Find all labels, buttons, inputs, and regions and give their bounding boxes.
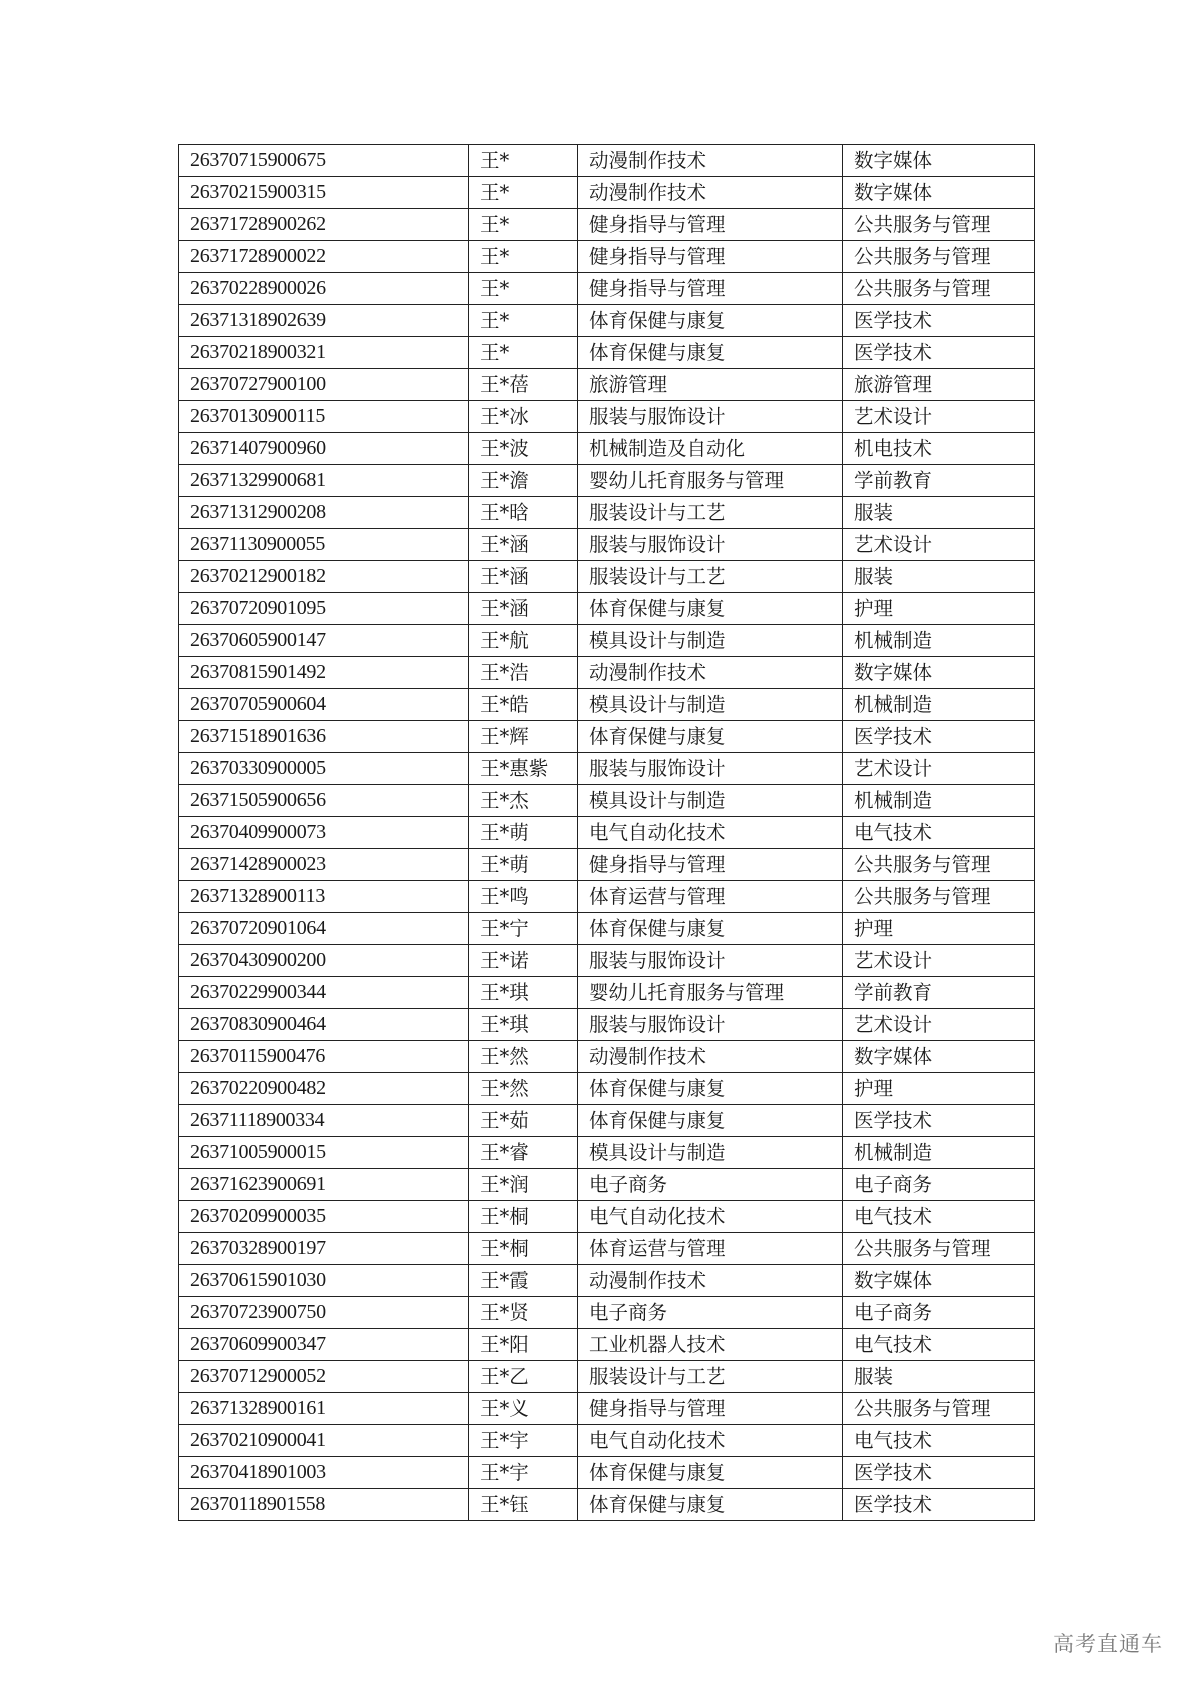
department-cell: 医学技术 (843, 1105, 1035, 1137)
table-row (179, 657, 1035, 689)
department-cell: 电气技术 (843, 1425, 1035, 1457)
table-row (179, 881, 1035, 913)
candidate-id-cell: 26370705900604 (179, 689, 469, 721)
major-cell: 模具设计与制造 (578, 785, 843, 817)
table-row (179, 689, 1035, 721)
student-name-cell: 王* (469, 337, 578, 369)
department-cell: 公共服务与管理 (843, 881, 1035, 913)
table-row (179, 913, 1035, 945)
department-cell: 艺术设计 (843, 753, 1035, 785)
admission-table (178, 144, 1035, 1521)
table-row (179, 465, 1035, 497)
table-row (179, 1425, 1035, 1457)
table-row (179, 817, 1035, 849)
table-row (179, 977, 1035, 1009)
department-cell: 电气技术 (843, 817, 1035, 849)
candidate-id-cell: 26370215900315 (179, 177, 469, 209)
table-row (179, 145, 1035, 177)
student-name-cell: 王* (469, 241, 578, 273)
candidate-id-cell: 26371505900656 (179, 785, 469, 817)
student-name-cell: 王*辉 (469, 721, 578, 753)
department-cell: 护理 (843, 593, 1035, 625)
student-name-cell: 王*桐 (469, 1201, 578, 1233)
student-name-cell: 王*桐 (469, 1233, 578, 1265)
candidate-id-cell: 26370609900347 (179, 1329, 469, 1361)
table-row (179, 849, 1035, 881)
department-cell: 电气技术 (843, 1201, 1035, 1233)
candidate-id-cell: 26370330900005 (179, 753, 469, 785)
department-cell: 医学技术 (843, 305, 1035, 337)
student-name-cell: 王*琪 (469, 977, 578, 1009)
major-cell: 服装设计与工艺 (578, 497, 843, 529)
major-cell: 电气自动化技术 (578, 1425, 843, 1457)
candidate-id-cell: 26371428900023 (179, 849, 469, 881)
major-cell: 服装与服饰设计 (578, 529, 843, 561)
major-cell: 电子商务 (578, 1297, 843, 1329)
major-cell: 健身指导与管理 (578, 273, 843, 305)
department-cell: 学前教育 (843, 465, 1035, 497)
student-name-cell: 王*鸣 (469, 881, 578, 913)
major-cell: 体育运营与管理 (578, 1233, 843, 1265)
student-name-cell: 王*浩 (469, 657, 578, 689)
department-cell: 艺术设计 (843, 401, 1035, 433)
candidate-id-cell: 26371328900161 (179, 1393, 469, 1425)
major-cell: 动漫制作技术 (578, 1041, 843, 1073)
table-row (179, 401, 1035, 433)
department-cell: 服装 (843, 1361, 1035, 1393)
candidate-id-cell: 26370830900464 (179, 1009, 469, 1041)
major-cell: 体育保健与康复 (578, 305, 843, 337)
candidate-id-cell: 26371407900960 (179, 433, 469, 465)
department-cell: 数字媒体 (843, 177, 1035, 209)
department-cell: 公共服务与管理 (843, 241, 1035, 273)
major-cell: 服装与服饰设计 (578, 753, 843, 785)
major-cell: 电气自动化技术 (578, 817, 843, 849)
student-name-cell: 王*钰 (469, 1489, 578, 1521)
major-cell: 动漫制作技术 (578, 657, 843, 689)
department-cell: 护理 (843, 1073, 1035, 1105)
candidate-id-cell: 26371728900022 (179, 241, 469, 273)
student-name-cell: 王*澹 (469, 465, 578, 497)
major-cell: 服装设计与工艺 (578, 561, 843, 593)
major-cell: 健身指导与管理 (578, 209, 843, 241)
student-name-cell: 王* (469, 177, 578, 209)
student-name-cell: 王*茹 (469, 1105, 578, 1137)
major-cell: 体育保健与康复 (578, 337, 843, 369)
major-cell: 体育保健与康复 (578, 721, 843, 753)
candidate-id-cell: 26370815901492 (179, 657, 469, 689)
candidate-id-cell: 26370229900344 (179, 977, 469, 1009)
table-row (179, 753, 1035, 785)
table-row (179, 433, 1035, 465)
table-row (179, 625, 1035, 657)
candidate-id-cell: 26370727900100 (179, 369, 469, 401)
table-row (179, 785, 1035, 817)
department-cell: 医学技术 (843, 1457, 1035, 1489)
student-name-cell: 王*惠紫 (469, 753, 578, 785)
table-row (179, 529, 1035, 561)
department-cell: 公共服务与管理 (843, 1393, 1035, 1425)
candidate-id-cell: 26370328900197 (179, 1233, 469, 1265)
major-cell: 体育运营与管理 (578, 881, 843, 913)
student-name-cell: 王*皓 (469, 689, 578, 721)
major-cell: 体育保健与康复 (578, 913, 843, 945)
student-name-cell: 王*蓓 (469, 369, 578, 401)
department-cell: 艺术设计 (843, 529, 1035, 561)
table-row (179, 1393, 1035, 1425)
department-cell: 数字媒体 (843, 1265, 1035, 1297)
major-cell: 机械制造及自动化 (578, 433, 843, 465)
table-body (179, 145, 1035, 1521)
candidate-id-cell: 26370712900052 (179, 1361, 469, 1393)
table-row (179, 273, 1035, 305)
major-cell: 服装与服饰设计 (578, 1009, 843, 1041)
major-cell: 动漫制作技术 (578, 145, 843, 177)
department-cell: 电子商务 (843, 1297, 1035, 1329)
table-row (179, 561, 1035, 593)
candidate-id-cell: 26370118901558 (179, 1489, 469, 1521)
department-cell: 公共服务与管理 (843, 209, 1035, 241)
major-cell: 体育保健与康复 (578, 1073, 843, 1105)
candidate-id-cell: 26371130900055 (179, 529, 469, 561)
student-name-cell: 王*阳 (469, 1329, 578, 1361)
candidate-id-cell: 26370615901030 (179, 1265, 469, 1297)
major-cell: 健身指导与管理 (578, 1393, 843, 1425)
major-cell: 服装与服饰设计 (578, 401, 843, 433)
student-name-cell: 王*萌 (469, 849, 578, 881)
student-name-cell: 王*诺 (469, 945, 578, 977)
student-name-cell: 王*琪 (469, 1009, 578, 1041)
major-cell: 旅游管理 (578, 369, 843, 401)
student-name-cell: 王*航 (469, 625, 578, 657)
candidate-id-cell: 26370115900476 (179, 1041, 469, 1073)
candidate-id-cell: 26370228900026 (179, 273, 469, 305)
table-row (179, 1009, 1035, 1041)
department-cell: 机械制造 (843, 785, 1035, 817)
student-name-cell: 王*霞 (469, 1265, 578, 1297)
candidate-id-cell: 26370209900035 (179, 1201, 469, 1233)
candidate-id-cell: 26370720901095 (179, 593, 469, 625)
candidate-id-cell: 26371328900113 (179, 881, 469, 913)
department-cell: 艺术设计 (843, 1009, 1035, 1041)
department-cell: 艺术设计 (843, 945, 1035, 977)
major-cell: 电气自动化技术 (578, 1201, 843, 1233)
table-row (179, 1137, 1035, 1169)
admission-list-page (178, 144, 1035, 1521)
department-cell: 服装 (843, 497, 1035, 529)
student-name-cell: 王*涵 (469, 561, 578, 593)
department-cell: 医学技术 (843, 721, 1035, 753)
candidate-id-cell: 26370723900750 (179, 1297, 469, 1329)
major-cell: 体育保健与康复 (578, 1105, 843, 1137)
table-row (179, 177, 1035, 209)
student-name-cell: 王* (469, 209, 578, 241)
candidate-id-cell: 26371118900334 (179, 1105, 469, 1137)
student-name-cell: 王* (469, 273, 578, 305)
department-cell: 电子商务 (843, 1169, 1035, 1201)
major-cell: 服装与服饰设计 (578, 945, 843, 977)
student-name-cell: 王*义 (469, 1393, 578, 1425)
student-name-cell: 王*萌 (469, 817, 578, 849)
candidate-id-cell: 26370218900321 (179, 337, 469, 369)
candidate-id-cell: 26370605900147 (179, 625, 469, 657)
candidate-id-cell: 26370418901003 (179, 1457, 469, 1489)
table-row (179, 593, 1035, 625)
major-cell: 模具设计与制造 (578, 689, 843, 721)
major-cell: 健身指导与管理 (578, 241, 843, 273)
major-cell: 服装设计与工艺 (578, 1361, 843, 1393)
table-row (179, 241, 1035, 273)
major-cell: 工业机器人技术 (578, 1329, 843, 1361)
department-cell: 公共服务与管理 (843, 849, 1035, 881)
table-row (179, 1361, 1035, 1393)
major-cell: 体育保健与康复 (578, 1457, 843, 1489)
watermark-text: 高考直通车 (1053, 1632, 1163, 1656)
table-row (179, 1297, 1035, 1329)
candidate-id-cell: 26370210900041 (179, 1425, 469, 1457)
table-row (179, 305, 1035, 337)
student-name-cell: 王*波 (469, 433, 578, 465)
student-name-cell: 王*杰 (469, 785, 578, 817)
student-name-cell: 王*睿 (469, 1137, 578, 1169)
student-name-cell: 王*贤 (469, 1297, 578, 1329)
department-cell: 学前教育 (843, 977, 1035, 1009)
department-cell: 机械制造 (843, 1137, 1035, 1169)
candidate-id-cell: 26371623900691 (179, 1169, 469, 1201)
candidate-id-cell: 26371329900681 (179, 465, 469, 497)
candidate-id-cell: 26371005900015 (179, 1137, 469, 1169)
major-cell: 动漫制作技术 (578, 177, 843, 209)
table-row (179, 1489, 1035, 1521)
major-cell: 婴幼儿托育服务与管理 (578, 977, 843, 1009)
department-cell: 公共服务与管理 (843, 1233, 1035, 1265)
candidate-id-cell: 26371728900262 (179, 209, 469, 241)
student-name-cell: 王*然 (469, 1073, 578, 1105)
department-cell: 数字媒体 (843, 657, 1035, 689)
student-name-cell: 王* (469, 305, 578, 337)
table-row (179, 1169, 1035, 1201)
department-cell: 公共服务与管理 (843, 273, 1035, 305)
student-name-cell: 王*然 (469, 1041, 578, 1073)
candidate-id-cell: 26370130900115 (179, 401, 469, 433)
department-cell: 数字媒体 (843, 1041, 1035, 1073)
table-row (179, 1233, 1035, 1265)
table-row (179, 1041, 1035, 1073)
department-cell: 护理 (843, 913, 1035, 945)
candidate-id-cell: 26370212900182 (179, 561, 469, 593)
candidate-id-cell: 26370220900482 (179, 1073, 469, 1105)
department-cell: 服装 (843, 561, 1035, 593)
department-cell: 医学技术 (843, 1489, 1035, 1521)
table-row (179, 1457, 1035, 1489)
candidate-id-cell: 26371318902639 (179, 305, 469, 337)
table-row (179, 209, 1035, 241)
major-cell: 模具设计与制造 (578, 625, 843, 657)
table-row (179, 497, 1035, 529)
table-row (179, 945, 1035, 977)
candidate-id-cell: 26370715900675 (179, 145, 469, 177)
major-cell: 体育保健与康复 (578, 593, 843, 625)
candidate-id-cell: 26370720901064 (179, 913, 469, 945)
student-name-cell: 王*冰 (469, 401, 578, 433)
student-name-cell: 王*涵 (469, 529, 578, 561)
major-cell: 体育保健与康复 (578, 1489, 843, 1521)
department-cell: 数字媒体 (843, 145, 1035, 177)
department-cell: 机械制造 (843, 689, 1035, 721)
candidate-id-cell: 26371312900208 (179, 497, 469, 529)
candidate-id-cell: 26370409900073 (179, 817, 469, 849)
candidate-id-cell: 26370430900200 (179, 945, 469, 977)
table-row (179, 1329, 1035, 1361)
table-row (179, 1265, 1035, 1297)
student-name-cell: 王*涵 (469, 593, 578, 625)
major-cell: 婴幼儿托育服务与管理 (578, 465, 843, 497)
table-row (179, 337, 1035, 369)
table-row (179, 721, 1035, 753)
major-cell: 电子商务 (578, 1169, 843, 1201)
major-cell: 模具设计与制造 (578, 1137, 843, 1169)
department-cell: 电气技术 (843, 1329, 1035, 1361)
major-cell: 动漫制作技术 (578, 1265, 843, 1297)
department-cell: 医学技术 (843, 337, 1035, 369)
student-name-cell: 王* (469, 145, 578, 177)
department-cell: 旅游管理 (843, 369, 1035, 401)
candidate-id-cell: 26371518901636 (179, 721, 469, 753)
student-name-cell: 王*润 (469, 1169, 578, 1201)
student-name-cell: 王*晗 (469, 497, 578, 529)
table-row (179, 1073, 1035, 1105)
table-row (179, 1105, 1035, 1137)
table-row (179, 1201, 1035, 1233)
department-cell: 机械制造 (843, 625, 1035, 657)
student-name-cell: 王*宇 (469, 1425, 578, 1457)
department-cell: 机电技术 (843, 433, 1035, 465)
table-row (179, 369, 1035, 401)
student-name-cell: 王*乙 (469, 1361, 578, 1393)
student-name-cell: 王*宇 (469, 1457, 578, 1489)
major-cell: 健身指导与管理 (578, 849, 843, 881)
student-name-cell: 王*宁 (469, 913, 578, 945)
